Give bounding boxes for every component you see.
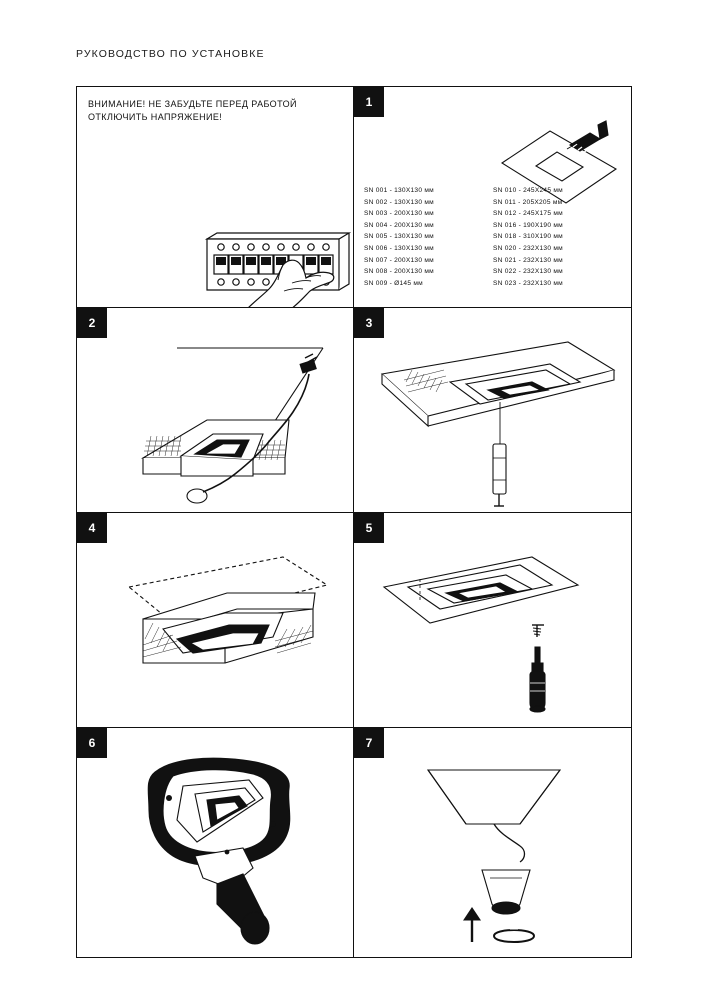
sn-item: SN 006 - 130X130 мм xyxy=(364,244,434,252)
step-7-number: 7 xyxy=(354,728,384,758)
sn-item: SN 010 - 245X245 мм xyxy=(493,187,563,194)
sn-item: SN 008 - 200X130 мм xyxy=(364,268,434,276)
step-1-number: 1 xyxy=(354,87,384,117)
sn-item: SN 021 - 232X130 мм xyxy=(493,256,563,264)
warning-panel xyxy=(76,86,354,308)
sn-item: SN 022 - 232X130 мм xyxy=(493,268,563,276)
sn-item: SN 009 - Ø145 мм xyxy=(364,279,423,287)
frame-pressed-into-ceiling-illustration xyxy=(77,513,354,728)
steps-grid xyxy=(76,86,632,958)
sn-item: SN 018 - 310X190 мм xyxy=(493,233,563,241)
step-7-cell xyxy=(353,727,632,958)
sn-column-left xyxy=(364,185,493,289)
frame-with-cable-illustration xyxy=(77,308,354,513)
applying-putty-illustration xyxy=(77,728,354,958)
sn-item: SN 002 - 130X130 мм xyxy=(364,198,434,206)
sn-item: SN 001 - 130X130 мм xyxy=(364,187,434,194)
step-4-cell xyxy=(76,512,354,728)
hand-pressing-circuit-breaker-illustration xyxy=(77,87,354,308)
sn-item: SN 007 - 200X130 мм xyxy=(364,256,434,264)
warning-text: ВНИМАНИЕ! НЕ ЗАБУДЬТЕ ПЕРЕД РАБОТОЙ ОТКЛЮЧИТЬ НАПРЯЖЕНИЕ! xyxy=(88,99,297,122)
step-2-cell xyxy=(76,307,354,513)
sn-item: SN 020 - 232X130 мм xyxy=(493,244,563,252)
sn-item: SN 005 - 130X130 мм xyxy=(364,233,434,241)
step-4-number: 4 xyxy=(77,513,107,543)
step-3-number: 3 xyxy=(354,308,384,338)
step-6-cell xyxy=(76,727,354,958)
step-1-cell xyxy=(353,86,632,308)
page-title: РУКОВОДСТВО ПО УСТАНОВКЕ xyxy=(76,48,265,60)
installing-lamp-illustration xyxy=(354,728,632,958)
sn-item: SN 004 - 200X130 мм xyxy=(364,221,434,229)
sn-item: SN 003 - 200X130 мм xyxy=(364,210,434,218)
sn-item: SN 012 - 245X175 мм xyxy=(493,210,563,218)
step-3-cell xyxy=(353,307,632,513)
fixing-with-screwdriver-illustration xyxy=(354,513,632,728)
model-dimensions-table xyxy=(364,185,622,289)
step-6-number: 6 xyxy=(77,728,107,758)
step-5-cell xyxy=(353,512,632,728)
sn-item: SN 016 - 190X190 мм xyxy=(493,221,563,229)
sn-item: SN 011 - 205X205 мм xyxy=(493,198,563,206)
step-5-number: 5 xyxy=(354,513,384,543)
sn-item: SN 023 - 232X130 мм xyxy=(493,279,563,287)
step-2-number: 2 xyxy=(77,308,107,338)
sn-column-right xyxy=(493,185,622,289)
frame-inserted-in-ceiling-illustration xyxy=(354,308,632,513)
